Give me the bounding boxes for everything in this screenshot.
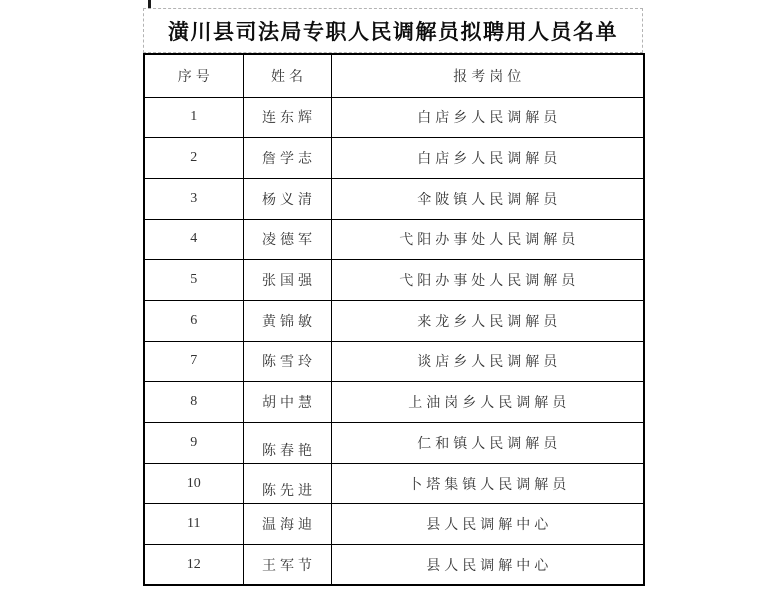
table-row xyxy=(144,504,644,545)
table-row xyxy=(144,300,644,341)
name-cell: 温海迪 xyxy=(243,504,331,545)
row-number-cell: 2 xyxy=(144,138,243,179)
row-number-cell: 7 xyxy=(144,341,243,382)
name-cell: 张国强 xyxy=(243,260,331,301)
row-number-cell: 4 xyxy=(144,219,243,260)
table-row xyxy=(144,423,644,464)
row-number-cell: 11 xyxy=(144,504,243,545)
page-title: 潢川县司法局专职人民调解员拟聘用人员名单 xyxy=(168,20,618,44)
position-cell: 伞陂镇人民调解员 xyxy=(331,178,644,219)
row-number-cell: 9 xyxy=(144,423,243,464)
table-row xyxy=(144,219,644,260)
position-cell: 上油岗乡人民调解员 xyxy=(331,382,644,423)
mediator-roster-table xyxy=(143,53,645,586)
name-cell: 詹学志 xyxy=(243,138,331,179)
position-cell: 白店乡人民调解员 xyxy=(331,138,644,179)
name-cell: 陈先进 xyxy=(243,463,331,504)
position-cell: 县人民调解中心 xyxy=(331,545,644,586)
name-cell: 杨义清 xyxy=(243,178,331,219)
name-cell: 连东辉 xyxy=(243,97,331,138)
name-cell: 王军节 xyxy=(243,545,331,586)
position-cell: 卜塔集镇人民调解员 xyxy=(331,463,644,504)
name-cell: 胡中慧 xyxy=(243,382,331,423)
column-header-position: 报考岗位 xyxy=(331,54,644,97)
table-header-row xyxy=(144,54,644,97)
column-header-name: 姓名 xyxy=(243,54,331,97)
table-row xyxy=(144,178,644,219)
position-cell: 弋阳办事处人民调解员 xyxy=(331,219,644,260)
column-header-no: 序号 xyxy=(144,54,243,97)
position-cell: 弋阳办事处人民调解员 xyxy=(331,260,644,301)
row-number-cell: 12 xyxy=(144,545,243,586)
table-row xyxy=(144,545,644,586)
table-row xyxy=(144,463,644,504)
table-row xyxy=(144,382,644,423)
name-cell: 陈春艳 xyxy=(243,423,331,464)
title-box xyxy=(143,8,643,53)
name-cell: 陈雪玲 xyxy=(243,341,331,382)
row-number-cell: 6 xyxy=(144,300,243,341)
row-number-cell: 3 xyxy=(144,178,243,219)
position-cell: 仁和镇人民调解员 xyxy=(331,423,644,464)
position-cell: 县人民调解中心 xyxy=(331,504,644,545)
table-body xyxy=(144,97,644,585)
position-cell: 谈店乡人民调解员 xyxy=(331,341,644,382)
text-cursor-mark xyxy=(148,0,151,8)
name-cell: 黄锦敏 xyxy=(243,300,331,341)
row-number-cell: 8 xyxy=(144,382,243,423)
table-row xyxy=(144,138,644,179)
position-cell: 来龙乡人民调解员 xyxy=(331,300,644,341)
table-row xyxy=(144,97,644,138)
row-number-cell: 1 xyxy=(144,97,243,138)
row-number-cell: 5 xyxy=(144,260,243,301)
position-cell: 白店乡人民调解员 xyxy=(331,97,644,138)
row-number-cell: 10 xyxy=(144,463,243,504)
table-row xyxy=(144,260,644,301)
name-cell: 凌德军 xyxy=(243,219,331,260)
table-row xyxy=(144,341,644,382)
